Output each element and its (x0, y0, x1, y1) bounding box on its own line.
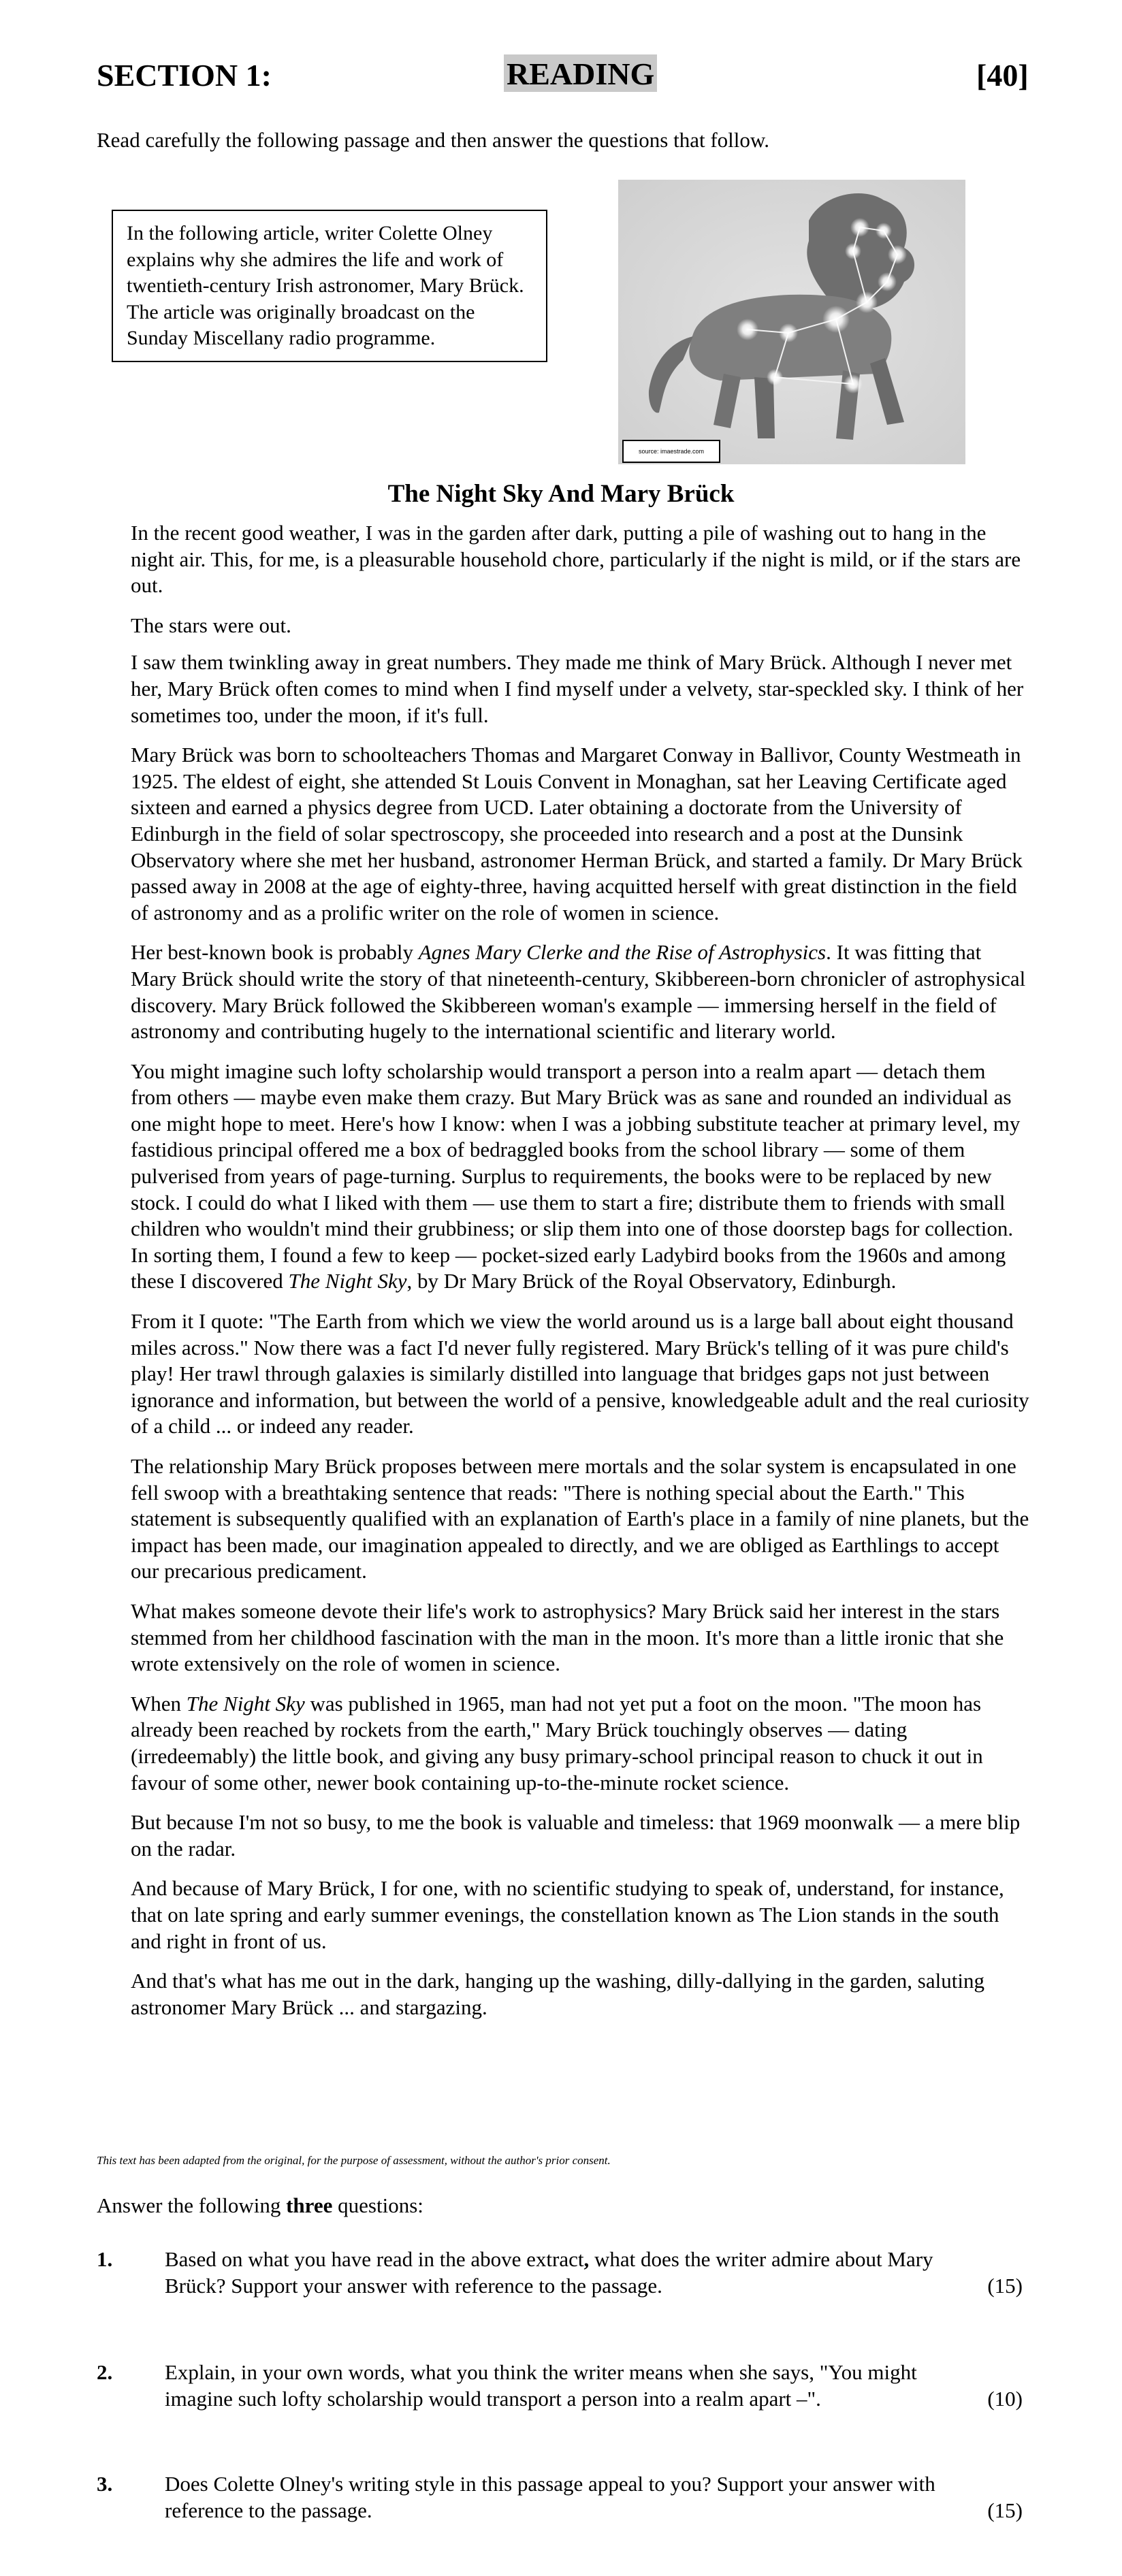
article-paragraph: The relationship Mary Brück proposes between mere mortals and the solar system is encapsulated in one fell swoop with a breathtaking sentence that reads: "There is nothing special about the Earth." This statement is subsequently qualified with an explanation of Earth's place in a family of nine planets, but the impact has been made, our imagination appealed to directly, and we are obliged as Earthlings to accept our precarious predicament. (131, 1454, 1029, 1583)
section-label: SECTION 1: (97, 58, 272, 93)
article-paragraph: In the recent good weather, I was in the garden after dark, putting a pile of washing out to hang in the night air. This, for me, is a pleasurable household chore, particularly if the night is mild, or if the stars are out. (131, 521, 1021, 598)
article-paragraph: You might imagine such lofty scholarship would transport a person into a realm apart — detach them from others — maybe even make them crazy. But Mary Brück was as sane and rounded an individual as one might hope to meet. Here's how I know: when I was a jobbing substitute teacher at primary level, my fastidious principal offered me a box of bedraggled books from the school library — some of them pulverised from years of page-turning. Surplus to requirements, the books were to be replaced by new stock. I could do what I liked with them — use them to start a fire; distribute them to friends with small children who wouldn't mind their grubbiness; or slip them into one of those doorstep bags for collection. In sorting them, I found a few to keep — pocket-sized early Ladybird books from the 1960s and among these I discovered The Night Sky, by Dr Mary Brück of the Royal Observatory, Edinburgh. (131, 1059, 1021, 1293)
question-2 (97, 2360, 1023, 2412)
article-paragraph: When The Night Sky was published in 1965, man had not yet put a foot on the moon. "The moon has already been reached by rockets from the earth," Mary Brück touchingly observes — dating (irredeemably) the little book, and giving any busy primary-school principal reason to chuck it out in favour of some other, newer book containing up-to-the-minute rocket science. (131, 1691, 983, 1794)
question-text: Explain, in your own words, what you think the writer means when she says, "You might imagine such lofty scholarship would transport a person into a realm apart –". (165, 2360, 917, 2411)
article-title: The Night Sky And Mary Brück (387, 480, 735, 508)
article-paragraph: And that's what has me out in the dark, hanging up the washing, dilly-dallying in the garden, saluting astronomer Mary Brück ... and stargazing. (131, 1969, 984, 2019)
article-paragraph: And because of Mary Brück, I for one, with no scientific studying to speak of, understand, for instance, that on late spring and early summer evenings, the constellation known as The Lion stands in the south and right in front of us. (131, 1876, 1004, 1953)
section-marks: [40] (976, 58, 1029, 93)
question-marks: (10) (987, 2386, 1023, 2411)
question-3 (97, 2471, 1023, 2524)
article-paragraph: I saw them twinkling away in great numbers. They made me think of Mary Brück. Although I never met her, Mary Brück often comes to mind when I find myself under a velvety, star-speckled sky. I think of her sometimes too, under the moon, if it's full. (131, 650, 1024, 727)
adapted-note: This text has been adapted from the original, for the purpose of assessment, without the author's prior consent. (97, 2154, 611, 2167)
article-paragraph: Mary Brück was born to schoolteachers Thomas and Margaret Conway in Ballivor, County Westmeath in 1925. The eldest of eight, she attended St Louis Convent in Monaghan, sat her Leaving Certificate aged sixteen and earned a physics degree from UCD. Later obtaining a doctorate from the University of Edinburgh in the field of solar spectroscopy, she proceeded into research and a post at the Dunsink Observatory where she met her husband, astronomer Herman Brück, and started a family. Dr Mary Brück passed away in 2008 at the age of eighty-three, having acquitted herself with great distinction in the field of astronomy and as a prolific writer on the role of women in science. (131, 743, 1023, 924)
question-marks: (15) (987, 2273, 1023, 2298)
section-title: READING (504, 54, 657, 92)
instruction-text: Read carefully the following passage and then answer the questions that follow. (97, 128, 769, 152)
question-1 (97, 2247, 1023, 2299)
article-body (131, 520, 1029, 2034)
question-text: Does Colette Olney's writing style in this passage appeal to you? Support your answer with reference to the passage. (165, 2472, 935, 2522)
question-number: 2. (97, 2360, 113, 2384)
lion-constellation-image (618, 180, 965, 464)
article-paragraph: What makes someone devote their life's work to astrophysics? Mary Brück said her interest in the stars stemmed from her childhood fascination with the man in the moon. It's more than a little ironic that she wrote extensively on the role of women in science. (131, 1598, 1004, 1676)
image-source-caption: source: imaestrade.com (622, 440, 720, 463)
question-marks: (15) (987, 2498, 1023, 2522)
question-number: 1. (97, 2247, 113, 2271)
article-paragraph: But because I'm not so busy, to me the book is valuable and timeless: that 1969 moonwalk — a mere blip on the radar. (131, 1810, 1021, 1861)
article-paragraph: Her best-known book is probably Agnes Mary Clerke and the Rise of Astrophysics. It was fitting that Mary Brück should write the story of that nineteenth-century, Skibbereen-born chronicler of astrophysical discovery. Mary Brück followed the Skibbereen woman's example — immersing herself in the field of astronomy and contributing hugely to the international scientific and literary world. (131, 940, 1026, 1044)
question-number: 3. (97, 2472, 113, 2496)
answer-instruction: Answer the following three questions: (97, 2193, 423, 2217)
article-paragraph: The stars were out. (131, 613, 291, 637)
article-paragraph: From it I quote: "The Earth from which we view the world around us is a large ball about eight thousand miles across." Now there was a fact I'd never fully registered. Mary Brück's telling of it was pure child's play! Her trawl through galaxies is similarly distilled into language that bridges gaps not just between ignorance and information, but between the world of a pensive, knowledgeable adult and the real curiosity of a child ... or indeed any reader. (131, 1309, 1029, 1438)
question-text: Based on what you have read in the above extract, what does the writer admire about Mary Brück? Support your answer with reference to the passage. (165, 2247, 933, 2298)
intro-box: In the following article, writer Colette Olney explains why she admires the life and work of twentieth-century Irish astronomer, Mary Brück. The article was originally broadcast on the Sunday Miscellany radio programme. (112, 210, 547, 362)
